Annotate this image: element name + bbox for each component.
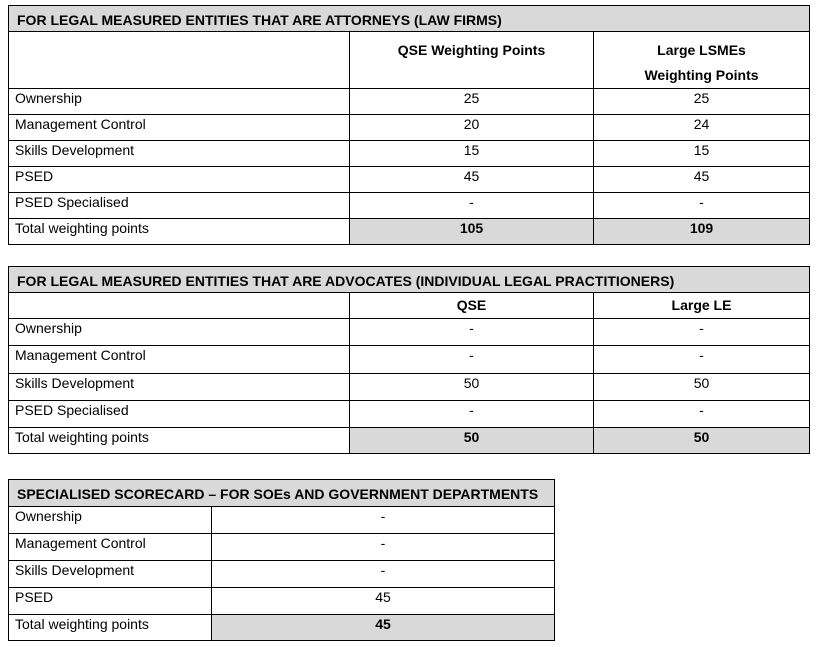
advocates-weighting-table	[8, 266, 810, 454]
row-value-large: -	[594, 401, 810, 428]
row-value-qse: -	[350, 401, 594, 428]
row-value: 45	[212, 588, 555, 615]
row-value: -	[212, 507, 555, 534]
row-label: PSED	[9, 588, 212, 615]
row-value: -	[212, 561, 555, 588]
row-value-large: 25	[594, 89, 810, 115]
total-row	[9, 615, 555, 641]
total-value-large: 109	[594, 219, 810, 245]
specialised-scorecard-table	[8, 479, 555, 641]
row-value: -	[212, 534, 555, 561]
column-header-line-1: Large LSMEs	[657, 42, 746, 58]
table-row	[9, 534, 555, 561]
total-value-large: 50	[594, 428, 810, 454]
row-label: PSED Specialised	[9, 193, 350, 219]
empty-header-cell	[9, 293, 350, 319]
table-row	[9, 115, 810, 141]
table-row	[9, 588, 555, 615]
total-value-qse: 105	[350, 219, 594, 245]
table-row	[9, 401, 810, 428]
row-value-qse: 20	[350, 115, 594, 141]
table-row	[9, 193, 810, 219]
column-header-large	[594, 32, 810, 89]
row-value-large: 45	[594, 167, 810, 193]
row-value-large: 50	[594, 374, 810, 401]
row-label: Skills Development	[9, 561, 212, 588]
table-row	[9, 141, 810, 167]
table-title: FOR LEGAL MEASURED ENTITIES THAT ARE ATTORNEYS (LAW FIRMS)	[9, 6, 810, 32]
row-label: Skills Development	[9, 374, 350, 401]
row-label: Management Control	[9, 534, 212, 561]
total-value: 45	[212, 615, 555, 641]
attorneys-weighting-table	[8, 5, 810, 245]
table-row	[9, 561, 555, 588]
table-row	[9, 507, 555, 534]
table-title: SPECIALISED SCORECARD – FOR SOEs AND GOVERNMENT DEPARTMENTS	[9, 480, 555, 507]
table-title: FOR LEGAL MEASURED ENTITIES THAT ARE ADVOCATES (INDIVIDUAL LEGAL PRACTITIONERS)	[9, 267, 810, 293]
row-label: Management Control	[9, 346, 350, 374]
row-value-large: -	[594, 193, 810, 219]
total-value-qse: 50	[350, 428, 594, 454]
row-value-qse: 45	[350, 167, 594, 193]
row-label: Management Control	[9, 115, 350, 141]
row-value-large: -	[594, 319, 810, 346]
row-label: PSED Specialised	[9, 401, 350, 428]
row-value-large: -	[594, 346, 810, 374]
row-value-qse: 50	[350, 374, 594, 401]
row-label: Ownership	[9, 507, 212, 534]
table-row	[9, 374, 810, 401]
column-header-line-2: Weighting Points	[644, 67, 759, 83]
row-value-qse: 25	[350, 89, 594, 115]
row-label: Ownership	[9, 89, 350, 115]
total-label: Total weighting points	[9, 219, 350, 245]
total-label: Total weighting points	[9, 428, 350, 454]
row-value-qse: -	[350, 346, 594, 374]
empty-header-cell	[9, 32, 350, 89]
table-row	[9, 89, 810, 115]
row-label: Skills Development	[9, 141, 350, 167]
table-row	[9, 319, 810, 346]
row-value-large: 24	[594, 115, 810, 141]
total-row	[9, 428, 810, 454]
column-header-large: Large LE	[594, 293, 810, 319]
table-row	[9, 167, 810, 193]
row-value-large: 15	[594, 141, 810, 167]
row-label: Ownership	[9, 319, 350, 346]
column-header-qse: QSE	[350, 293, 594, 319]
total-label: Total weighting points	[9, 615, 212, 641]
row-value-qse: -	[350, 319, 594, 346]
row-label: PSED	[9, 167, 350, 193]
table-row	[9, 346, 810, 374]
column-header-qse: QSE Weighting Points	[350, 32, 594, 89]
row-value-qse: -	[350, 193, 594, 219]
total-row	[9, 219, 810, 245]
row-value-qse: 15	[350, 141, 594, 167]
